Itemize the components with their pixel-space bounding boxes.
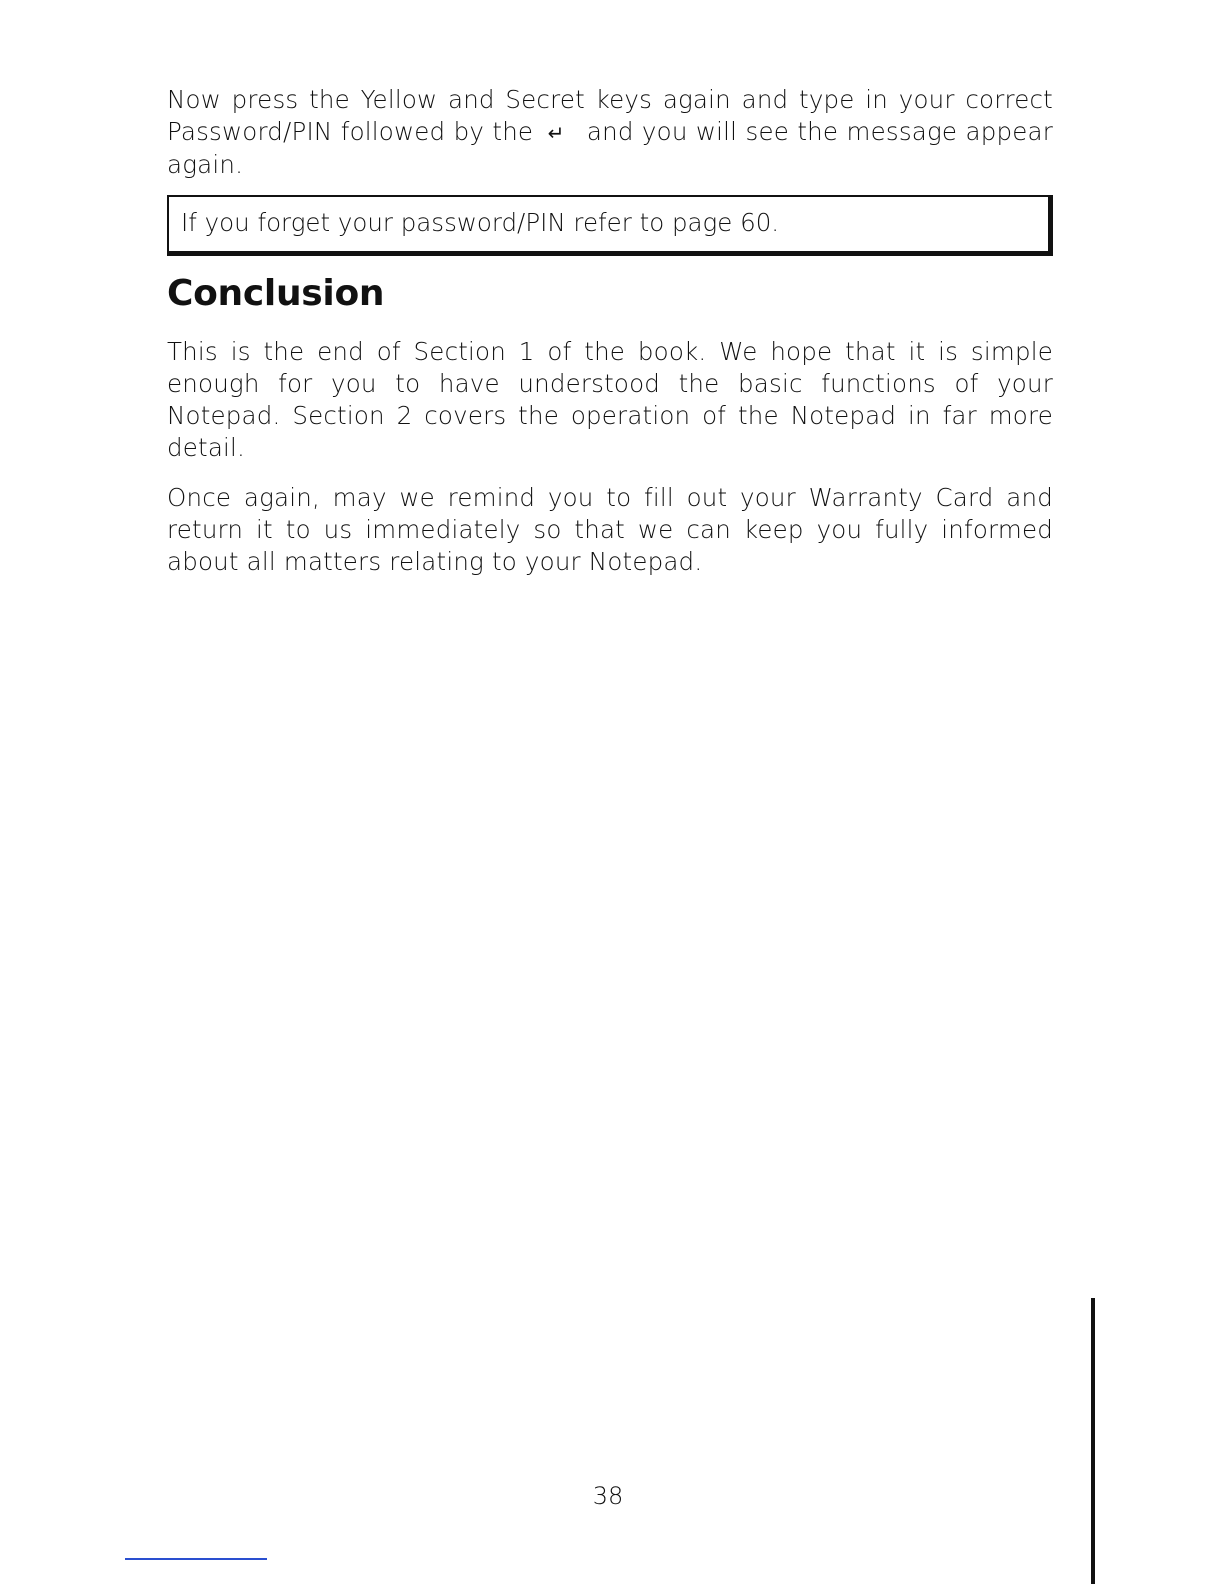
enter-key-icon: ↵ [547, 121, 565, 145]
paragraph-text-end: and you will see the message appear again. [167, 117, 1053, 179]
page-content [167, 84, 1053, 578]
paragraph-password-reentry [167, 84, 1053, 181]
scan-edge-line [1091, 1298, 1095, 1584]
note-text: If you forget your password/PIN refer to page 60. [181, 208, 780, 237]
bottom-rule [125, 1558, 267, 1560]
paragraph-warranty-reminder: Once again, may we remind you to fill out your Warranty Card and return it to us immediately so that we can keep you fully informed about all matters relating to your Notepad. [167, 483, 1053, 576]
note-box [167, 195, 1053, 256]
paragraph-text-start: Now press the Yellow and Secret keys again and type in your correct Password/PIN followed by the [167, 85, 1053, 146]
section-heading: Conclusion [167, 273, 385, 314]
paragraph-conclusion: This is the end of Section 1 of the book. We hope that it is simple enough for you to have understood the basic functions of your Notepad. Section 2 covers the operation of the Notepad in far more detail. [167, 337, 1053, 462]
page-number: 38 [592, 1482, 624, 1510]
